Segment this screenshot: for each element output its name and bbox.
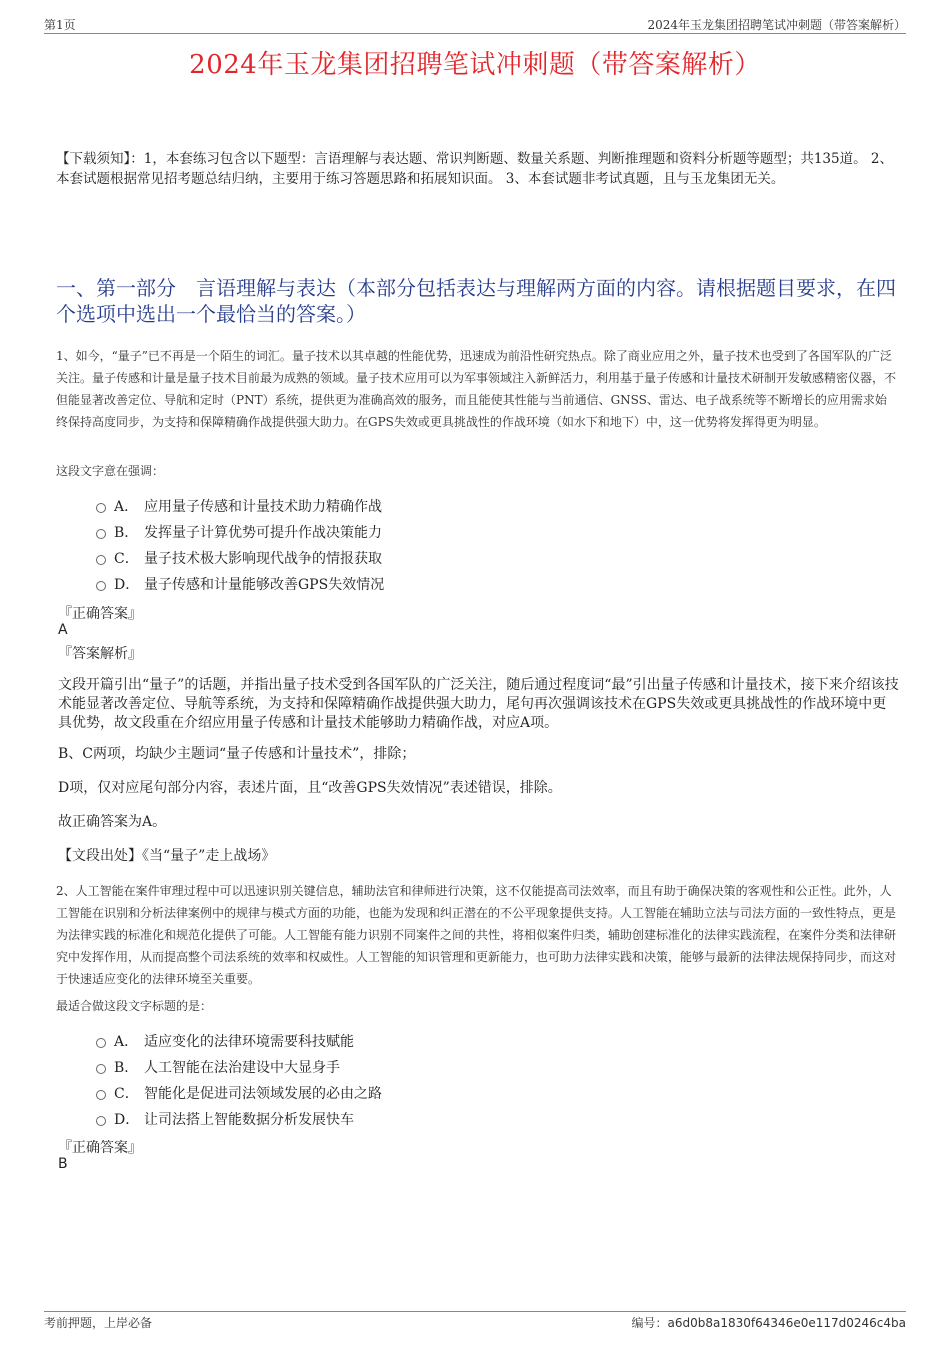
correct-answer-label: 『正确答案』 bbox=[58, 606, 142, 622]
option-b[interactable]: B． 人工智能在法治建设中大显身手 bbox=[96, 1054, 596, 1080]
radio-icon[interactable] bbox=[96, 529, 106, 539]
analysis-label: 『答案解析』 bbox=[58, 646, 142, 662]
option-d[interactable]: D． 量子传感和计量能够改善GPS失效情况 bbox=[96, 571, 596, 597]
page-footer bbox=[44, 1311, 906, 1331]
question-2-options bbox=[96, 1028, 596, 1132]
footer-slogan: 考前押题，上岸必备 bbox=[44, 1316, 153, 1330]
question-2-passage: 2、人工智能在案件审理过程中可以迅速识别关键信息，辅助法官和律师进行决策，这不仅能提高司法效率，而且有助于确保决策的客观性和公正性。此外，人工智能在识别和分析法律案例中的规律与模式方面的功能，也能为发现和纠正潜在的不公平现象提供支持。人工智能在辅助立法与司法方面的一致性特点，更是为法律实践的标准化和规范化提供了可能。人工智能有能力识别不同案件之间的共性，将相似案件归类，辅助创建标准化的法律实践流程，在案件分类和法律研究中发挥作用，从而提高整个司法系统的效率和权威性。人工智能的知识管理和更新能力，也可助力法律实践和决策，能够与最新的法律法规保持同步，而这对于快速适应变化的法律环境至关重要。 bbox=[56, 884, 897, 986]
passage-source: 【文段出处】《当“量子”走上战场》 bbox=[58, 848, 276, 864]
option-c[interactable]: C． 量子技术极大影响现代战争的情报获取 bbox=[96, 545, 596, 571]
option-a[interactable]: A． 应用量子传感和计量技术助力精确作战 bbox=[96, 493, 596, 519]
radio-icon[interactable] bbox=[96, 1116, 106, 1126]
question-1-passage: 1、如今，“量子”已不再是一个陌生的词汇。量子技术以其卓越的性能优势，迅速成为前沿性研究热点。除了商业应用之外，量子技术也受到了各国军队的广泛关注。量子传感和计量是量子技术目前最为成熟的领域。量子技术应用可以为军事领域注入新鲜活力，利用基于量子传感和计量技术研制开发敏感精密仪器，不但能显著改善定位、导航和定时（PNT）系统，提供更为准确高效的服务，而且能使其性能与当前通信、GNSS、雷达、电子战系统等不断增长的应用需求始终保持高度同步，为支持和保障精确作战提供强大助力。在GPS失效或更具挑战性的作战环境（如水下和地下）中，这一优势将发挥得更为明显。 bbox=[56, 349, 897, 429]
section-heading: 一、第一部分 言语理解与表达（本部分包括表达与理解两方面的内容。请根据题目要求，在四个选项中选出一个最恰当的答案。） bbox=[56, 276, 896, 326]
page-number: 第1页 bbox=[44, 18, 76, 32]
document-title: 2024年玉龙集团招聘笔试冲刺题（带答案解析） bbox=[189, 50, 761, 80]
option-a[interactable]: A． 适应变化的法律环境需要科技赋能 bbox=[96, 1028, 596, 1054]
serial-number: 编号：a6d0b8a1830f64346e0e117d0246c4ba bbox=[631, 1316, 906, 1330]
question-2-prompt: 最适合做这段文字标题的是： bbox=[56, 999, 213, 1013]
analysis-paragraph: B、C两项，均缺少主题词“量子传感和计量技术”，排除； bbox=[58, 746, 416, 762]
radio-icon[interactable] bbox=[96, 581, 106, 591]
question-1-options bbox=[96, 493, 596, 597]
download-notice: 【下载须知】：1，本套练习包含以下题型：言语理解与表达题、常识判断题、数量关系题、判断推理题和资料分析题等题型；共135道。 2、本套试题根据常见招考题总结归纳，主要用于练习答题思路和拓展知识面。 3、本套试题非考试真题，且与玉龙集团无关。 bbox=[56, 151, 893, 187]
page-header bbox=[44, 16, 906, 34]
correct-answer-value: B bbox=[58, 1156, 68, 1172]
analysis-paragraph: D项，仅对应尾句部分内容，表述片面，且“改善GPS失效情况”表述错误，排除。 bbox=[58, 780, 562, 796]
analysis-paragraph: 文段开篇引出“量子”的话题，并指出量子技术受到各国军队的广泛关注，随后通过程度词“最”引出量子传感和计量技术，接下来介绍该技术能显著改善定位、导航等系统，为支持和保障精确作战提供强大助力，尾句再次强调该技术在GPS失效或更具挑战性的作战环境中更具优势，故文段重在介绍应用量子传感和计量技术能够助力精确作战，对应A项。 bbox=[58, 677, 899, 731]
option-b[interactable]: B． 发挥量子计算优势可提升作战决策能力 bbox=[96, 519, 596, 545]
radio-icon[interactable] bbox=[96, 1064, 106, 1074]
question-1-prompt: 这段文字意在强调： bbox=[56, 464, 165, 478]
option-d[interactable]: D． 让司法搭上智能数据分析发展快车 bbox=[96, 1106, 596, 1132]
correct-answer-value: A bbox=[58, 622, 68, 638]
radio-icon[interactable] bbox=[96, 1090, 106, 1100]
radio-icon[interactable] bbox=[96, 503, 106, 513]
option-c[interactable]: C． 智能化是促进司法领域发展的必由之路 bbox=[96, 1080, 596, 1106]
running-title: 2024年玉龙集团招聘笔试冲刺题（带答案解析） bbox=[647, 18, 906, 32]
radio-icon[interactable] bbox=[96, 1038, 106, 1048]
radio-icon[interactable] bbox=[96, 555, 106, 565]
analysis-paragraph: 故正确答案为A。 bbox=[58, 814, 167, 830]
correct-answer-label: 『正确答案』 bbox=[58, 1140, 142, 1156]
